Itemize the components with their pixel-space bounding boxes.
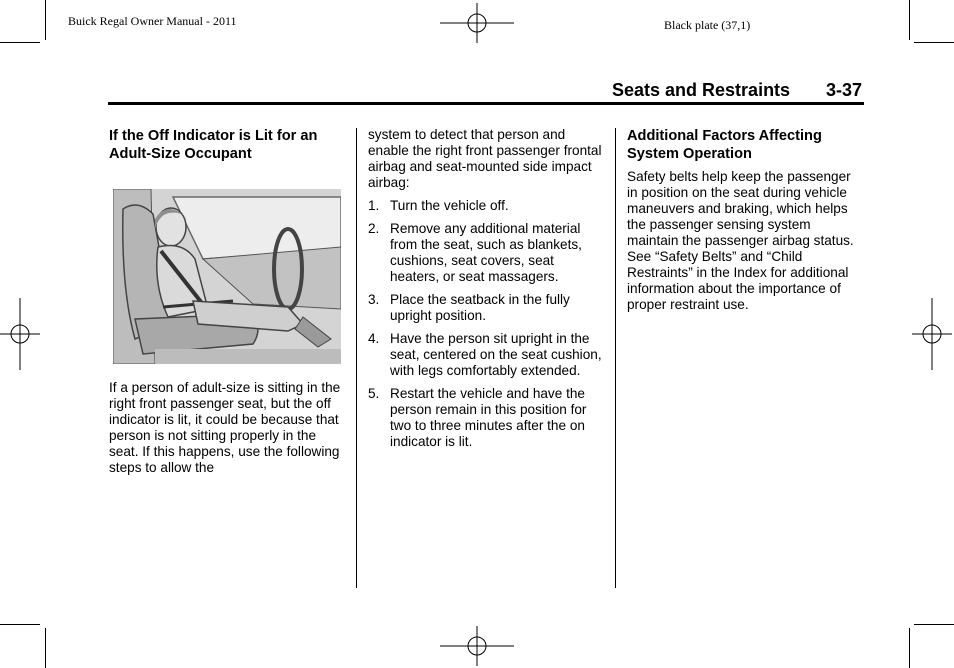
list-item: [368, 198, 606, 214]
col3-heading: Additional Factors Affecting System Operation: [627, 128, 822, 162]
section-title: Seats and Restraints: [612, 80, 791, 100]
header-rule: [108, 102, 864, 105]
step-number: 2.: [368, 221, 380, 236]
list-item: [368, 331, 606, 379]
registration-mark-top: [440, 3, 514, 43]
col1-paragraph-block: [109, 380, 349, 476]
step-number: 4.: [368, 331, 380, 346]
step-text: Place the seatback in the fully upright position.: [390, 292, 570, 323]
col1-heading: If the Off Indicator is Lit for an Adult-Size Occupant: [109, 128, 318, 162]
column-3: [627, 127, 865, 313]
column-divider-2: [615, 128, 616, 588]
col1-paragraph: If a person of adult-size is sitting in the right front passenger seat, but the off indicator is lit, it could be because that person is not sitting properly in the seat. If this happens, use the following steps to allow the: [109, 380, 341, 475]
step-text: Have the person sit upright in the seat, centered on the seat cushion, with legs comfortably extended.: [390, 331, 602, 378]
plate-label: Black plate (37,1): [664, 18, 751, 32]
list-item: [368, 292, 606, 324]
column-divider-1: [356, 128, 357, 588]
step-text: Remove any additional material from the seat, such as blankets, cushions, seat covers, seat heaters, or seat massagers.: [390, 221, 582, 284]
column-1: [109, 127, 347, 163]
step-text: Restart the vehicle and have the person remain in this position for two to three minutes after the on indicator is lit.: [390, 386, 587, 449]
manual-title: Buick Regal Owner Manual - 2011: [68, 14, 237, 28]
col2-intro: system to detect that person and enable the right front passenger frontal airbag and seat-mounted side impact airbag:: [368, 127, 602, 190]
list-item: [368, 221, 606, 285]
step-text: Turn the vehicle off.: [390, 198, 509, 213]
registration-mark-left: [0, 298, 40, 370]
col3-paragraph: Safety belts help keep the passenger in position on the seat during vehicle maneuvers and braking, which helps the passenger sensing system maintain the passenger airbag status. See “Safety Belts” and “Child Restraints” in the Index for additional information about the importance of proper restraint use.: [627, 169, 854, 312]
step-number: 3.: [368, 292, 380, 307]
step-number: 1.: [368, 198, 380, 213]
registration-mark-right: [912, 298, 952, 370]
column-2: [368, 127, 606, 457]
list-item: [368, 386, 606, 450]
step-number: 5.: [368, 386, 380, 401]
registration-mark-bottom: [440, 626, 514, 666]
passenger-seat-illustration: [113, 189, 341, 364]
page-number: 3-37: [826, 80, 863, 100]
